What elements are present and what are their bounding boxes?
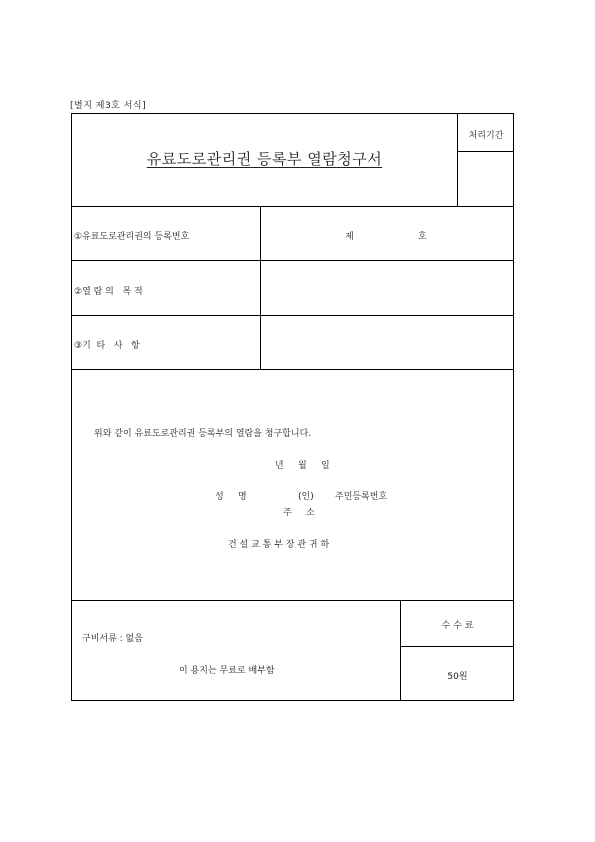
form-frame — [71, 113, 514, 701]
row-registration-label: ①유료도로관리권의 등록번호 — [74, 232, 190, 242]
registration-number-field[interactable] — [360, 222, 415, 244]
other-field[interactable] — [262, 317, 512, 367]
processing-period-label: 처리기간 — [468, 131, 504, 141]
divider-body — [71, 600, 514, 601]
fee-value: 50원 — [447, 672, 468, 682]
form-title: 유료도로관리권 등록부 열람청구서 — [146, 150, 383, 168]
date-line: 년 월 일 — [275, 461, 330, 471]
request-statement: 위와 같이 유료도로관리권 등록부의 열람을 청구합니다. — [94, 429, 312, 439]
registration-suffix: 호 — [418, 232, 427, 242]
address-field[interactable] — [330, 502, 450, 516]
divider-row3 — [71, 369, 514, 370]
divider-fee-col — [400, 600, 401, 701]
divider-title — [71, 206, 514, 207]
divider-fee — [400, 646, 514, 647]
fee-label: 수 수 료 — [441, 621, 474, 631]
required-documents: 구비서류 : 없음 — [82, 634, 143, 644]
registration-prefix: 제 — [345, 232, 354, 242]
free-distribution-notice: 이 용지는 무료로 배부함 — [179, 666, 275, 676]
addressee: 건 설 교 통 부 장 관 귀 하 — [228, 540, 330, 550]
row-other-label: ③기 타 사 항 — [74, 341, 140, 351]
form-number: [별지 제3호 서식] — [70, 101, 147, 111]
divider-row2 — [71, 315, 514, 316]
address-label: 주 소 — [283, 508, 315, 518]
divider-label-col — [260, 206, 261, 369]
processing-period-field[interactable] — [458, 152, 514, 206]
id-number-label: 주민등록번호 — [335, 492, 388, 502]
seal-label: (인) — [298, 492, 314, 502]
name-label: 성 명 — [215, 492, 247, 502]
divider-row1 — [71, 260, 514, 261]
purpose-field[interactable] — [262, 262, 512, 313]
row-purpose-label: ②열 람 의 목 적 — [74, 287, 143, 297]
name-field[interactable] — [255, 484, 295, 500]
